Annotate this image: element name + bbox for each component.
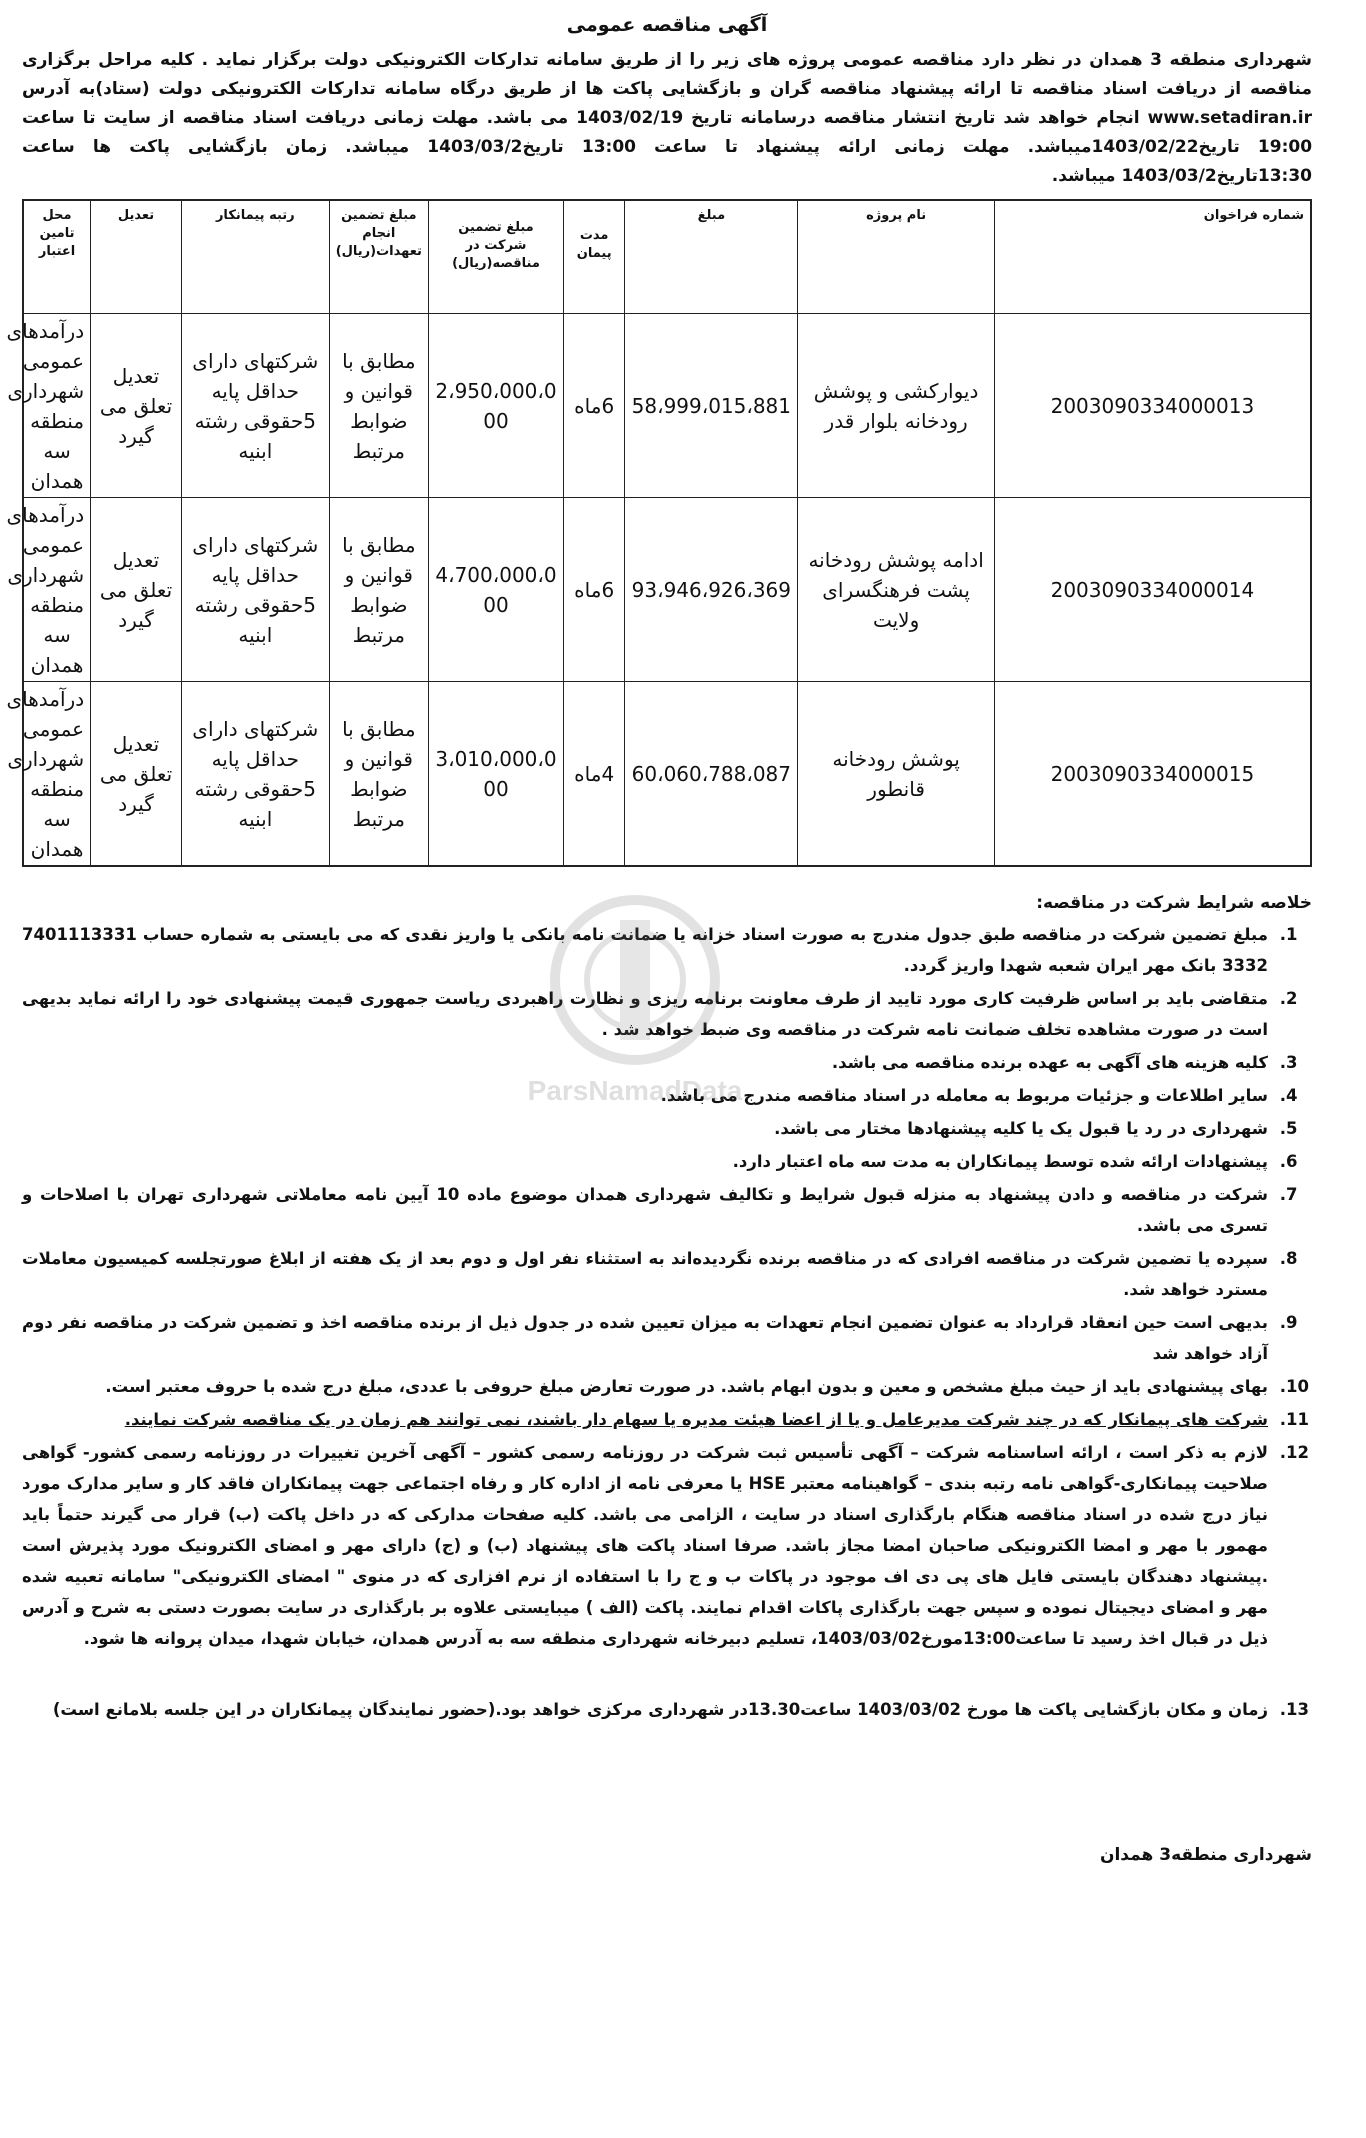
duration-cell: 6ماه (564, 314, 625, 498)
condition-item: 5. شهرداری در رد یا قبول یک یا کلیه پیشنهادها مختار می باشد. (22, 1113, 1274, 1144)
condition-item: 13. زمان و مکان بازگشایی پاکت ها مورخ 1403/03/02 ساعت13.30در شهرداری مرکزی خواهد بود.(حضور نمایندگان پیمانکاران در این جلسه بلامانع است) (22, 1694, 1274, 1725)
bid-bond-cell: 3،010،000،000 (428, 682, 563, 867)
duration-cell: 6ماه (564, 498, 625, 682)
header-perf-bond: مبلغ تضمین انجام تعهدات(ریال) (329, 200, 428, 314)
duration-cell: 4ماه (564, 682, 625, 867)
tender-notice (6, 8, 1313, 1865)
watermark-text: ParsNamadData (527, 1075, 743, 1106)
funding-cell: درآمدهای عمومی شهرداری منطقه سه همدان (23, 498, 91, 682)
header-grade: رتبه پیمانکار (181, 200, 329, 314)
header-bid-bond: مبلغ تضمین شرکت در مناقصه(ریال) (428, 200, 563, 314)
amount-cell: 60،060،788،087 (625, 682, 798, 867)
project-name-cell: پوشش رودخانه قانطور (798, 682, 994, 867)
call-number-cell: 2003090334000014 (994, 498, 1311, 682)
condition-item: 4. سایر اطلاعات و جزئیات مربوط به معامله در اسناد مناقصه مندرج می باشد. (22, 1080, 1274, 1111)
page-title: آگهی مناقصه عمومی (566, 14, 768, 36)
grade-cell: شرکتهای دارای حداقل پایه 5حقوقی رشته ابنیه (181, 314, 329, 498)
call-number-cell: 2003090334000015 (994, 682, 1311, 867)
condition-item: 1. مبلغ تضمین شرکت در مناقصه طبق جدول مندرج به صورت اسناد خزانه یا ضمانت نامه بانکی یا واریز نقدی که می بایستی به شماره حساب 7401113331 3332 بانک مهر ایران شعبه شهدا واریز گردد. (22, 919, 1274, 981)
tenders-table (6, 199, 1312, 867)
header-project: نام پروژه (798, 200, 994, 314)
header-call-no: شماره فراخوان (994, 200, 1311, 314)
bid-bond-cell: 2،950،000،000 (428, 314, 563, 498)
condition-item: 10. بهای پیشنهادی باید از حیث مبلغ مشخص و معین و بدون ابهام باشد. در صورت تعارض مبلغ حروفی با عددی، مبلغ درج شده با حروف معتبر است. (22, 1371, 1274, 1402)
adjust-cell: تعدیل تعلق می گیرد (91, 498, 182, 682)
adjust-cell: تعدیل تعلق می گیرد (91, 314, 182, 498)
amount-cell: 58،999،015،881 (625, 314, 798, 498)
grade-cell: شرکتهای دارای حداقل پایه 5حقوقی رشته ابنیه (181, 498, 329, 682)
condition-item: 9. بدیهی است حین انعقاد قرارداد به عنوان تضمین انجام تعهدات به میزان تعیین شده در جدول ذیل از برنده مناقصه اخذ و تضمین شرکت در مناقصه نفر دوم آزاد خواهد شد (22, 1307, 1274, 1369)
condition-item: 12. لازم به ذکر است ، ارائه اساسنامه شرکت – آگهی تأسیس ثبت شرکت در روزنامه رسمی کشور – آگهی آخرین تغییرات در روزنامه رسمی کشور- گواهی صلاحیت پیمانکاری-گواهی نامه رتبه بندی – گواهینامه معتبر HSE یا معرفی نامه از اداره کار و رفاه اجتماعی جهت پیمانکاران فاقد کار و سایر مدارک مورد نیاز درج شده در اسناد مناقصه هنگام بارگذاری اسناد در سایت ، الزامی می باشد. کلیه صفحات مدارکی که در داخل پاکت (ب) قرار می گیرند حتماً باید مهمور با مهر و امضا الکترونیکی صاحبان امضا مجاز باشد. صرفا اسناد پاکت های پیشنهاد (ب) و (ج) دارای مهر و امضای الکترونیک مورد پذیرش است .پیشنهاد دهندگان بایستی فایل های پی دی اف موجود در پاکات ب و ج را با استفاده از نرم افزاری که در منوی " امضای الکترونیکی" سامانه تعبیه شده مهر و امضای دیجیتال نموده و سپس جهت بارگذاری پاکات اقدام نمایند. پاکت (الف ) میبایستی علاوه بر بارگذاری در سایت بصورت دستی به شرح و آدرس ذیل در قبال اخذ رسید تا ساعت13:00مورخ1403/03/02، تسلیم دبیرخانه شهرداری منطقه سه به آدرس همدان، خیابان شهدا، میدان پروانه ها شود. (22, 1437, 1274, 1654)
grade-cell: شرکتهای دارای حداقل پایه 5حقوقی رشته ابنیه (181, 682, 329, 867)
intro-paragraph: شهرداری منطقه 3 همدان در نظر دارد مناقصه عمومی پروژه های زیر را از طریق سامانه تدارکات الکترونیکی دولت برگزار نماید . کلیه مراحل برگزاری مناقصه از دریافت اسناد مناقصه تا ارائه پیشنهاد مناقصه گران و بازگشایی پاکت ها از طریق درگاه سامانه تدارکات الکترونیکی دولت (ستاد)به آدرس www.setadiran.ir انجام خواهد شد تاریخ انتشار مناقصه درسامانه تاریخ 1403/02/19 می باشد. مهلت زمانی دریافت اسناد مناقصه از سایت تا ساعت 19:00 تاریخ1403/02/22میباشد. مهلت زمانی ارائه پیشنهاد تا ساعت 13:00 تاریخ1403/03/2 میباشد. زمان بازگشایی پاکت ها ساعت 13:30تاریخ1403/03/2 میباشد. (22, 50, 1313, 186)
condition-item: 2. متقاضی باید بر اساس ظرفیت کاری مورد تایید از طرف معاونت برنامه ریزی و نظارت راهبردی ریاست جمهوری قیمت پیشنهادی خود را ارائه نماید بدیهی است در صورت مشاهده تخلف ضمانت نامه شرکت در مناقصه وی ضبط خواهد شد . (22, 983, 1274, 1045)
table-row (23, 498, 1311, 682)
amount-cell: 93،946،926،369 (625, 498, 798, 682)
conditions-title: خلاصه شرایط شرکت در مناقصه: (1036, 893, 1312, 913)
condition-item: 6. پیشنهادات ارائه شده توسط پیمانکاران به مدت سه ماه اعتبار دارد. (22, 1146, 1274, 1177)
table-row (23, 314, 1311, 498)
condition-item: 7. شرکت در مناقصه و دادن پیشنهاد به منزله قبول شرایط و تکالیف شهرداری همدان موضوع ماده 10 آیین نامه معاملاتی شهرداری تهران با اصلاحات و تسری می باشد. (22, 1179, 1274, 1241)
call-number-cell: 2003090334000013 (994, 314, 1311, 498)
funding-cell: درآمدهای عمومی شهرداری منطقه سه همدان (23, 314, 91, 498)
condition-item: 3. کلیه هزینه های آگهی به عهده برنده مناقصه می باشد. (22, 1047, 1274, 1078)
perf-bond-cell: مطابق با قوانین و ضوابط مرتبط (329, 314, 428, 498)
funding-cell: درآمدهای عمومی شهرداری منطقه سه همدان (23, 682, 91, 867)
condition-item-text: شرکت های پیمانکار که در چند شرکت مدیرعامل و یا از اعضا هیئت مدیره یا سهام دار باشند، نمی توانند هم زمان در یک مناقصه شرکت نمایند. (124, 1410, 1268, 1429)
table-header-row (23, 200, 1311, 314)
bid-bond-cell: 4،700،000،000 (428, 498, 563, 682)
condition-item: 8. سپرده یا تضمین شرکت در مناقصه افرادی که در مناقصه برنده نگردیده‌اند به استثناء نفر اول و دوم بعد از یک هفته از ابلاغ صورتجلسه کمیسیون معاملات مسترد خواهد شد. (22, 1243, 1274, 1305)
header-funding: محل تامین اعتبار (23, 200, 91, 314)
adjust-cell: تعدیل تعلق می گیرد (91, 682, 182, 867)
table-row (23, 682, 1311, 867)
perf-bond-cell: مطابق با قوانین و ضوابط مرتبط (329, 498, 428, 682)
project-name-cell: دیوارکشی و پوشش رودخانه بلوار قدر (798, 314, 994, 498)
perf-bond-cell: مطابق با قوانین و ضوابط مرتبط (329, 682, 428, 867)
issuer-signature: شهرداری منطقه3 همدان (1099, 1845, 1312, 1865)
project-name-cell: ادامه پوشش رودخانه پشت فرهنگسرای ولایت (798, 498, 994, 682)
header-adjust: تعدیل (91, 200, 182, 314)
conditions-list (22, 919, 1312, 1725)
header-amount: مبلغ (625, 200, 798, 314)
header-duration: مدت پیمان (564, 200, 625, 314)
condition-item (22, 1404, 1274, 1435)
